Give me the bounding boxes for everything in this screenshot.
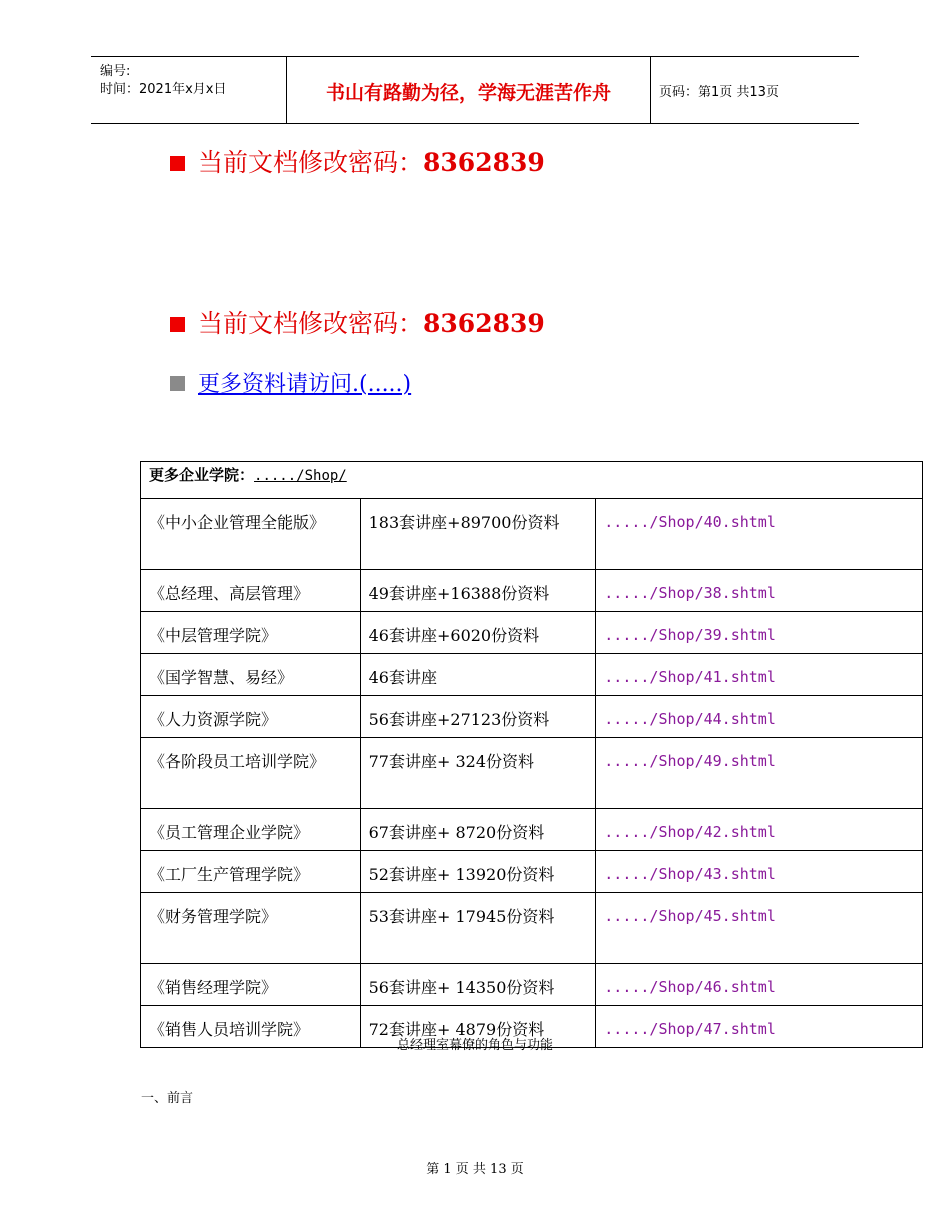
academy-desc: 77套讲座+ 324份资料 xyxy=(360,738,596,809)
academy-desc: 53套讲座+ 17945份资料 xyxy=(360,893,596,964)
academy-desc: 49套讲座+16388份资料 xyxy=(360,570,596,612)
academy-link[interactable]: ...../Shop/39.shtml xyxy=(596,612,923,654)
page-header xyxy=(91,56,859,124)
red-square-bullet-icon xyxy=(170,317,185,332)
red-square-bullet-icon xyxy=(170,156,185,171)
academy-table xyxy=(140,461,923,1048)
password-label: 当前文档修改密码： xyxy=(198,309,424,338)
academy-link[interactable]: ...../Shop/42.shtml xyxy=(596,809,923,851)
academy-link[interactable]: ...../Shop/45.shtml xyxy=(596,893,923,964)
academy-desc: 46套讲座+6020份资料 xyxy=(360,612,596,654)
header-right-cell xyxy=(650,57,859,123)
password-value: 8362839 xyxy=(423,309,545,338)
academy-name: 《国学智慧、易经》 xyxy=(141,654,361,696)
academy-link[interactable]: ...../Shop/49.shtml xyxy=(596,738,923,809)
motto: 书山有路勤为径，学海无涯苦作舟 xyxy=(325,82,611,104)
table-header-cell xyxy=(141,462,923,499)
academy-name: 《工厂生产管理学院》 xyxy=(141,851,361,893)
header-left-cell xyxy=(91,57,286,123)
table-row xyxy=(141,499,923,570)
password-line-2 xyxy=(170,304,545,340)
password-value: 8362839 xyxy=(423,148,545,177)
academy-desc: 46套讲座 xyxy=(360,654,596,696)
academy-desc: 183套讲座+89700份资料 xyxy=(360,499,596,570)
academy-name: 《各阶段员工培训学院》 xyxy=(141,738,361,809)
academy-name: 《总经理、高层管理》 xyxy=(141,570,361,612)
number-label: 编号: xyxy=(100,64,131,79)
academy-name: 《中层管理学院》 xyxy=(141,612,361,654)
table-row xyxy=(141,809,923,851)
table-row xyxy=(141,696,923,738)
academy-name: 《员工管理企业学院》 xyxy=(141,809,361,851)
document-title: 总经理室幕僚的角色与功能 xyxy=(396,1038,553,1053)
page-info: 页码：第1页 共13页 xyxy=(659,85,779,100)
academy-link[interactable]: ...../Shop/43.shtml xyxy=(596,851,923,893)
academy-link[interactable]: ...../Shop/44.shtml xyxy=(596,696,923,738)
academy-link[interactable]: ...../Shop/38.shtml xyxy=(596,570,923,612)
academy-name: 《财务管理学院》 xyxy=(141,893,361,964)
gray-square-bullet-icon xyxy=(170,376,185,391)
table-row xyxy=(141,612,923,654)
academy-name: 《中小企业管理全能版》 xyxy=(141,499,361,570)
academy-link[interactable]: ...../Shop/40.shtml xyxy=(596,499,923,570)
table-row xyxy=(141,851,923,893)
academy-desc: 72套讲座+ 4879份资料 xyxy=(360,1006,596,1048)
academy-name: 《销售经理学院》 xyxy=(141,964,361,1006)
academy-name: 《人力资源学院》 xyxy=(141,696,361,738)
password-label: 当前文档修改密码： xyxy=(198,148,424,177)
academy-desc: 67套讲座+ 8720份资料 xyxy=(360,809,596,851)
academy-link[interactable]: ...../Shop/41.shtml xyxy=(596,654,923,696)
academy-link[interactable]: ...../Shop/47.shtml xyxy=(596,1006,923,1048)
more-resources-link[interactable]: 更多资料请访问.(.....) xyxy=(198,372,412,397)
academy-desc: 56套讲座+ 14350份资料 xyxy=(360,964,596,1006)
academy-desc: 52套讲座+ 13920份资料 xyxy=(360,851,596,893)
table-row xyxy=(141,738,923,809)
table-row xyxy=(141,893,923,964)
table-row xyxy=(141,654,923,696)
table-header-row xyxy=(141,462,923,499)
password-line-1 xyxy=(170,143,545,179)
table-row xyxy=(141,964,923,1006)
table-row xyxy=(141,570,923,612)
table-header-link[interactable]: ...../Shop/ xyxy=(254,468,347,484)
academy-link[interactable]: ...../Shop/46.shtml xyxy=(596,964,923,1006)
academy-name: 《销售人员培训学院》 xyxy=(141,1006,361,1048)
academy-desc: 56套讲座+27123份资料 xyxy=(360,696,596,738)
time-label: 时间：2021年x月x日 xyxy=(100,82,227,97)
section-heading: 一、前言 xyxy=(141,1091,194,1106)
header-center-cell xyxy=(286,57,651,123)
table-header-label: 更多企业学院： xyxy=(149,466,255,484)
page-footer: 第 1 页 共 13 页 xyxy=(426,1162,524,1177)
more-resources-line xyxy=(170,367,411,398)
